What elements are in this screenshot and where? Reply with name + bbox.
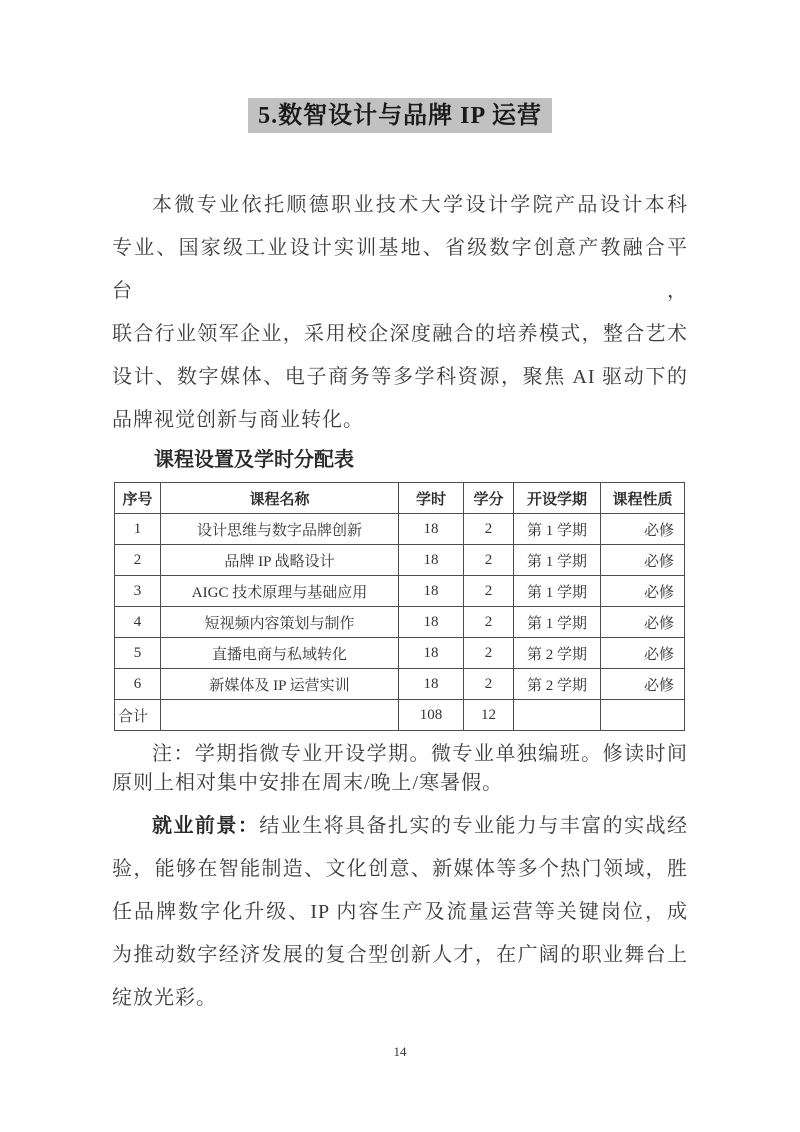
page-number: 14 bbox=[393, 1044, 407, 1059]
cell-index: 3 bbox=[115, 576, 161, 607]
cell-totals-label: 合计 bbox=[115, 700, 161, 731]
table-row bbox=[115, 576, 685, 607]
header-cell-type: 课程性质 bbox=[601, 483, 685, 514]
cell-term: 第 1 学期 bbox=[514, 514, 601, 545]
table-totals-row bbox=[115, 700, 685, 731]
paragraph-line: 专业、国家级工业设计实训基地、省级数字创意产教融合平台， bbox=[112, 237, 688, 302]
cell-index: 2 bbox=[115, 545, 161, 576]
cell-hours: 18 bbox=[399, 638, 464, 669]
cell-term: 第 1 学期 bbox=[514, 576, 601, 607]
note-line: 原则上相对集中安排在周末/晚上/寒暑假。 bbox=[112, 772, 504, 794]
cell-index: 1 bbox=[115, 514, 161, 545]
cell-course-name: 直播电商与私域转化 bbox=[161, 638, 399, 669]
paragraph-line: 绽放光彩。 bbox=[112, 987, 217, 1009]
cell-index: 4 bbox=[115, 607, 161, 638]
table-row bbox=[115, 669, 685, 700]
course-table bbox=[114, 482, 685, 731]
paragraph-line: 本微专业依托顺德职业技术大学设计学院产品设计本科 bbox=[152, 194, 688, 216]
cell-type: 必修 bbox=[601, 576, 685, 607]
header-cell-term: 开设学期 bbox=[514, 483, 601, 514]
title-row bbox=[112, 98, 688, 133]
header-cell-index: 序号 bbox=[115, 483, 161, 514]
cell-term: 第 1 学期 bbox=[514, 545, 601, 576]
cell-hours: 18 bbox=[399, 607, 464, 638]
paragraph-line: 验，能够在智能制造、文化创意、新媒体等多个热门领域，胜 bbox=[112, 858, 688, 880]
paragraph-line bbox=[112, 805, 688, 848]
employment-paragraph bbox=[112, 805, 688, 1020]
cell-type bbox=[601, 700, 685, 731]
cell-credits: 2 bbox=[464, 576, 514, 607]
table-row bbox=[115, 514, 685, 545]
paragraph-line: 联合行业领军企业，采用校企深度融合的培养模式，整合艺术 bbox=[112, 323, 688, 345]
cell-type: 必修 bbox=[601, 669, 685, 700]
cell-course-name: AIGC 技术原理与基础应用 bbox=[161, 576, 399, 607]
table-row bbox=[115, 638, 685, 669]
cell-hours-total: 108 bbox=[399, 700, 464, 731]
cell-type: 必修 bbox=[601, 638, 685, 669]
cell-course-name: 品牌 IP 战略设计 bbox=[161, 545, 399, 576]
paragraph-line: 设计、数字媒体、电子商务等多学科资源，聚焦 AI 驱动下的 bbox=[112, 366, 688, 388]
cell-term bbox=[514, 700, 601, 731]
table-header-row bbox=[115, 483, 685, 514]
cell-hours: 18 bbox=[399, 545, 464, 576]
cell-credits: 2 bbox=[464, 607, 514, 638]
header-cell-hours: 学时 bbox=[399, 483, 464, 514]
employment-line-rest: 结业生将具备扎实的专业能力与丰富的实战经 bbox=[259, 815, 689, 837]
cell-type: 必修 bbox=[601, 607, 685, 638]
paragraph-line: 任品牌数字化升级、IP 内容生产及流量运营等关键岗位，成 bbox=[112, 901, 688, 923]
cell-term: 第 1 学期 bbox=[514, 607, 601, 638]
cell-course-name: 新媒体及 IP 运营实训 bbox=[161, 669, 399, 700]
intro-paragraph bbox=[112, 184, 688, 442]
cell-course-name: 设计思维与数字品牌创新 bbox=[161, 514, 399, 545]
table-row bbox=[115, 545, 685, 576]
title-highlight: 5.数智设计与品牌 IP 运营 bbox=[248, 98, 552, 133]
note-line: 注：学期指微专业开设学期。微专业单独编班。修读时间 bbox=[152, 743, 688, 765]
cell-credits-total: 12 bbox=[464, 700, 514, 731]
cell-index: 5 bbox=[115, 638, 161, 669]
cell-type: 必修 bbox=[601, 545, 685, 576]
cell-hours: 18 bbox=[399, 514, 464, 545]
cell-course-name bbox=[161, 700, 399, 731]
employment-lead: 就业前景： bbox=[152, 815, 260, 837]
cell-hours: 18 bbox=[399, 669, 464, 700]
cell-course-name: 短视频内容策划与制作 bbox=[161, 607, 399, 638]
cell-term: 第 2 学期 bbox=[514, 669, 601, 700]
cell-index: 6 bbox=[115, 669, 161, 700]
table-row bbox=[115, 607, 685, 638]
cell-type: 必修 bbox=[601, 514, 685, 545]
cell-credits: 2 bbox=[464, 545, 514, 576]
cell-term: 第 2 学期 bbox=[514, 638, 601, 669]
note-paragraph bbox=[112, 740, 688, 798]
header-cell-credits: 学分 bbox=[464, 483, 514, 514]
cell-credits: 2 bbox=[464, 669, 514, 700]
cell-hours: 18 bbox=[399, 576, 464, 607]
table-heading: 课程设置及学时分配表 bbox=[154, 449, 354, 471]
paragraph-line: 品牌视觉创新与商业转化。 bbox=[112, 409, 364, 431]
header-cell-course-name: 课程名称 bbox=[161, 483, 399, 514]
cell-credits: 2 bbox=[464, 638, 514, 669]
paragraph-line: 为推动数字经济发展的复合型创新人才，在广阔的职业舞台上 bbox=[112, 944, 688, 966]
cell-credits: 2 bbox=[464, 514, 514, 545]
